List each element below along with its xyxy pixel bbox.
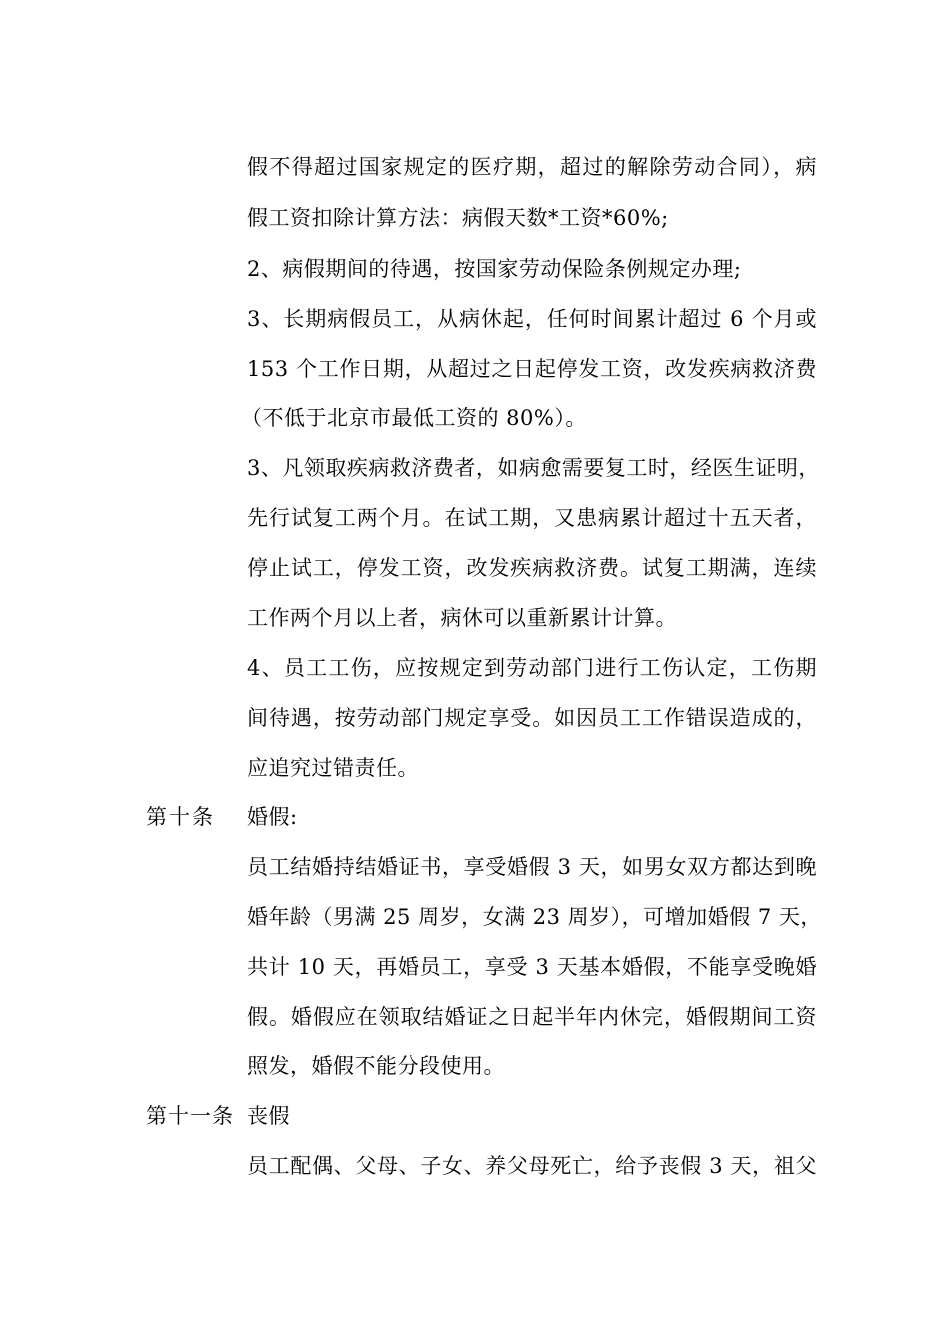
continuation-line-2: 假工资扣除计算方法：病假天数*工资*60%; [247, 206, 669, 230]
article-10-line-5: 照发，婚假不能分段使用。 [247, 1054, 505, 1078]
continuation-line-1: 假不得超过国家规定的医疗期，超过的解除劳动合同），病 [247, 155, 817, 179]
item-3b-line-3: 停止试工，停发工资，改发疾病救济费。试复工期满，连续 [247, 556, 817, 580]
item-3b-line-4: 工作两个月以上者，病休可以重新累计计算。 [247, 606, 677, 630]
article-10-line-1: 员工结婚持结婚证书，享受婚假 3 天，如男女双方都达到晚 [247, 855, 817, 879]
article-11-line-1: 员工配偶、父母、子女、养父母死亡，给予丧假 3 天，祖父 [247, 1154, 817, 1178]
item-4-line-3: 应追究过错责任。 [247, 756, 419, 780]
item-4-line-2: 间待遇，按劳动部门规定享受。如因员工工作错误造成的， [247, 706, 817, 730]
item-4-line-1: 4、员工工伤，应按规定到劳动部门进行工伤认定，工伤期 [247, 656, 817, 680]
article-10-title: 婚假: [247, 805, 298, 829]
item-2-line-1: 2、病假期间的待遇，按国家劳动保险条例规定办理; [247, 257, 742, 281]
article-10-line-2: 婚年龄（男满 25 周岁，女满 23 周岁），可增加婚假 7 天， [247, 905, 822, 929]
item-3a-line-3: （不低于北京市最低工资的 80%）。 [241, 406, 587, 430]
article-11-label: 第十一条 [146, 1104, 234, 1128]
article-10-line-3: 共计 10 天，再婚员工，享受 3 天基本婚假，不能享受晚婚 [247, 955, 817, 979]
article-10-label: 第十条 [146, 805, 215, 829]
article-11-title: 丧假 [247, 1104, 290, 1128]
item-3a-line-2: 153 个工作日期，从超过之日起停发工资，改发疾病救济费 [247, 357, 817, 381]
item-3a-line-1: 3、长期病假员工，从病休起，任何时间累计超过 6 个月或 [247, 307, 817, 331]
item-3b-line-2: 先行试复工两个月。在试工期，又患病累计超过十五天者， [247, 506, 817, 530]
article-10-line-4: 假。婚假应在领取结婚证之日起半年内休完，婚假期间工资 [247, 1005, 817, 1029]
item-3b-line-1: 3、凡领取疾病救济费者，如病愈需要复工时，经医生证明， [247, 456, 820, 480]
